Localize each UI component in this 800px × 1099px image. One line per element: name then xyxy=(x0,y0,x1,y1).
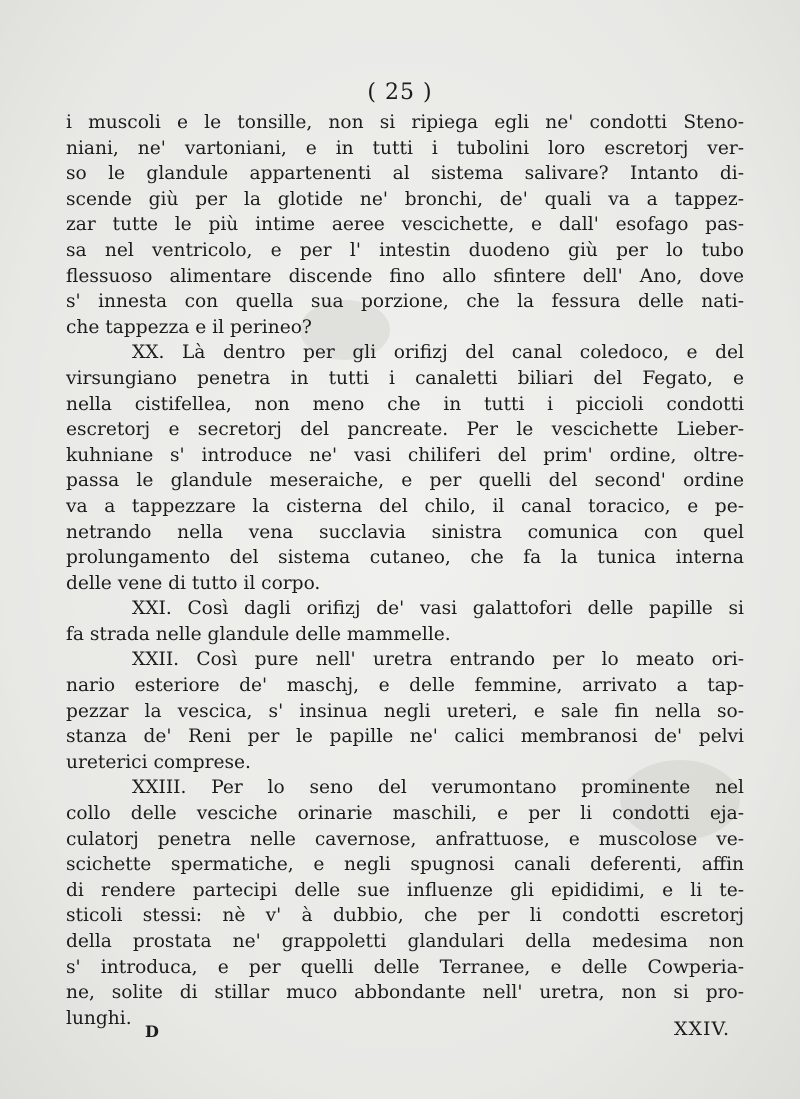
text-line: so le glandule appartenenti al sistema salivare? Intanto di- xyxy=(66,163,744,185)
text-line: lunghi. xyxy=(66,1007,132,1029)
text-line: scende giù per la glotide ne' bronchi, de' quali va a tappez- xyxy=(66,188,744,210)
text-line: collo delle vesciche orinarie maschili, e per li condotti eja- xyxy=(66,803,744,825)
text-line: della prostata ne' grappoletti glandulari della medesima non xyxy=(66,931,744,952)
text-line: flessuoso alimentare discende fino allo sfintere dell' Ano, dove xyxy=(66,265,744,287)
text-line: di rendere partecipi delle sue influenze gli epididimi, e li te- xyxy=(66,879,744,901)
text-line: netrando nella vena succlavia sinistra comunica con quel xyxy=(66,521,744,543)
text-line: XXIII. Per lo seno del verumontano prominente nel xyxy=(132,777,744,799)
body-text xyxy=(66,110,744,1031)
text-line: che tappezza e il perineo? xyxy=(66,316,312,338)
text-line: kuhniane s' introduce ne' vasi chiliferi del prim' ordine, oltre- xyxy=(66,444,744,466)
text-line: zar tutte le più intime aeree vescichette, e dall' esofago pas- xyxy=(66,214,744,236)
text-line: fa strada nelle glandule delle mammelle. xyxy=(66,623,451,645)
text-line: s' introduca, e per quelli delle Terranee, e delle Cowperia- xyxy=(66,956,744,978)
page-number: ( 25 ) xyxy=(367,80,433,105)
text-line: culatorj penetra nelle cavernose, anfrattuose, e muscolose ve- xyxy=(66,828,744,850)
text-line: stanza de' Reni per le papille ne' calici membranosi de' pelvi xyxy=(66,726,744,748)
text-line: ureterici comprese. xyxy=(66,751,251,773)
text-line: nario esteriore de' maschj, e delle femmine, arrivato a tap- xyxy=(66,675,744,697)
text-line: i muscoli e le tonsille, non si ripiega egli ne' condotti Steno- xyxy=(66,112,744,133)
text-line: sa nel ventricolo, e per l' intestin duodeno giù per lo tubo xyxy=(66,239,744,261)
text-line: nella cistifellea, non meno che in tutti i piccioli condotti xyxy=(66,393,744,415)
text-line: va a tappezzare la cisterna del chilo, il canal toracico, e pe- xyxy=(66,495,744,517)
text-line: virsungiano penetra in tutti i canaletti biliari del Fegato, e xyxy=(66,367,744,389)
text-line: niani, ne' vartoniani, e in tutti i tubolini loro escretorj ver- xyxy=(66,137,744,159)
catchword: XXIV. xyxy=(674,1018,730,1040)
text-line: XXI. Così dagli orifizj de' vasi galattofori delle papille si xyxy=(132,598,744,620)
text-line: sticoli stessi: nè v' à dubbio, che per li condotti escretorj xyxy=(66,905,744,927)
text-line: prolungamento del sistema cutaneo, che fa la tunica interna xyxy=(66,547,744,569)
signature-mark: D xyxy=(145,1022,159,1041)
text-line: delle vene di tutto il corpo. xyxy=(66,572,321,594)
text-line: XX. Là dentro per gli orifizj del canal coledoco, e del xyxy=(132,342,744,364)
text-line: XXII. Così pure nell' uretra entrando per lo meato ori- xyxy=(132,649,744,671)
text-line: ne, solite di stillar muco abbondante nell' uretra, non si pro- xyxy=(66,982,744,1004)
text-line: escretorj e secretorj del pancreate. Per le vescichette Lieber- xyxy=(66,419,744,441)
text-line: scichette spermatiche, e negli spugnosi canali deferenti, affin xyxy=(66,854,744,876)
text-line: s' innesta con quella sua porzione, che la fessura delle nati- xyxy=(66,291,744,313)
text-line: pezzar la vescica, s' insinua negli ureteri, e sale fin nella so- xyxy=(66,700,744,722)
text-line: passa le glandule meseraiche, e per quelli del second' ordine xyxy=(66,470,744,492)
page-footer xyxy=(0,1018,800,1048)
